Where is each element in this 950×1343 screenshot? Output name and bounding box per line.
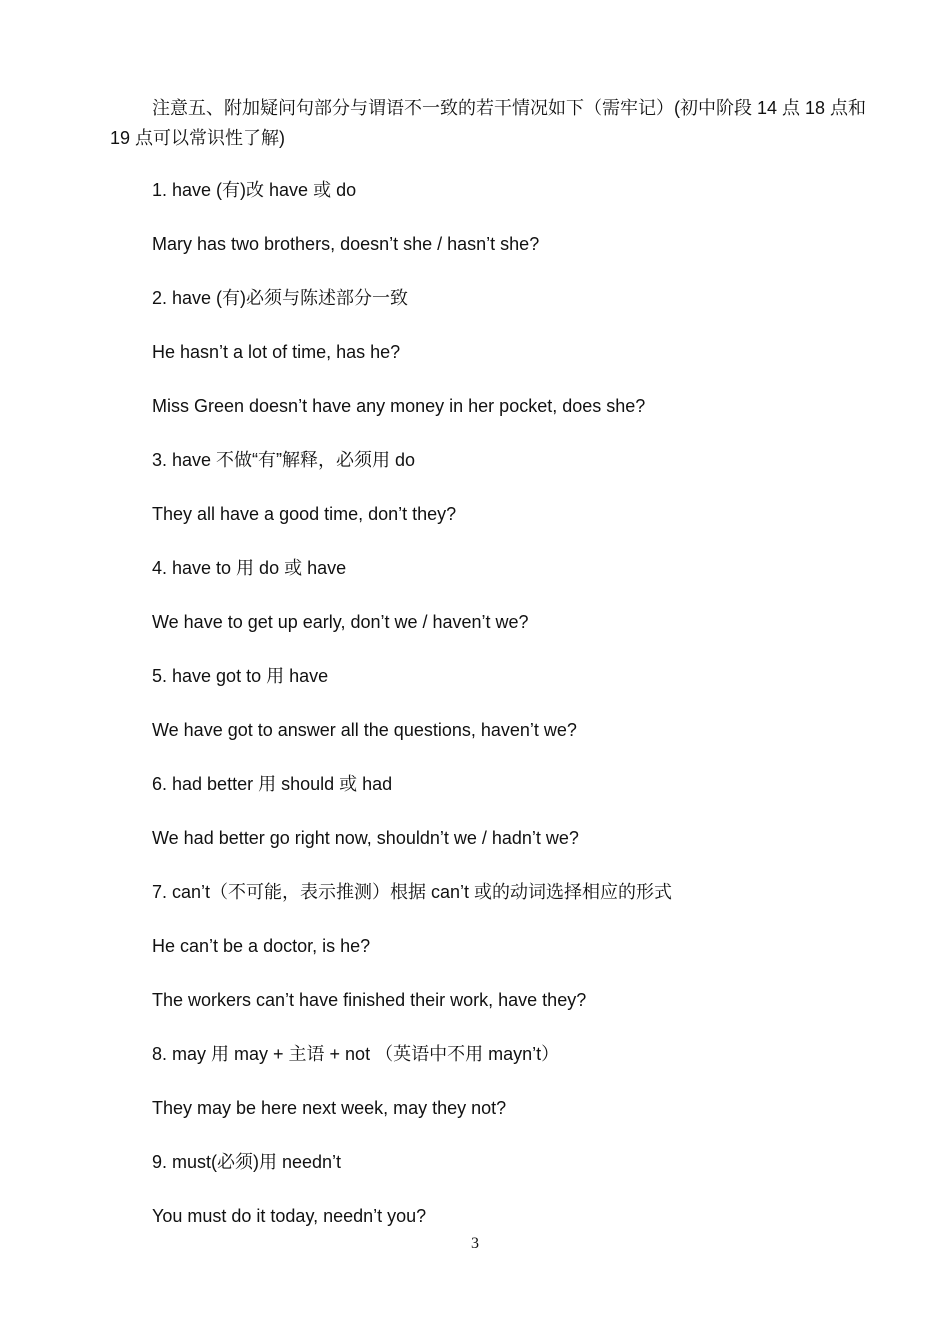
example-sentence: We have got to answer all the questions, haven’t we?	[152, 720, 577, 740]
example-sentence: The workers can’t have finished their work, have they?	[152, 990, 587, 1010]
example-sentence: Miss Green doesn’t have any money in her pocket, does she?	[152, 396, 646, 416]
rule-heading-9: 9. must(必须)用 needn’t	[152, 1152, 342, 1172]
example-sentence: They all have a good time, don’t they?	[152, 504, 457, 524]
rule-heading-8: 8. may 用 may + 主语 + not （英语中不用 mayn’t）	[152, 1044, 560, 1064]
rule-heading-4: 4. have to 用 do 或 have	[152, 558, 347, 578]
rule-heading-6: 6. had better 用 should 或 had	[152, 774, 393, 794]
example-sentence: Mary has two brothers, doesn’t she / hasn’t she?	[152, 234, 540, 254]
example-sentence: He can’t be a doctor, is he?	[152, 936, 371, 956]
rule-heading-2: 2. have (有)必须与陈述部分一致	[152, 288, 409, 308]
example-sentence: They may be here next week, may they not?	[152, 1098, 507, 1118]
page-number: 3	[471, 1235, 479, 1252]
example-sentence: He hasn’t a lot of time, has he?	[152, 342, 401, 362]
rule-heading-3: 3. have 不做“有”解释，必须用 do	[152, 450, 416, 470]
example-sentence: We have to get up early, don’t we / haven’t we?	[152, 612, 529, 632]
rule-heading-5: 5. have got to 用 have	[152, 666, 329, 686]
example-sentence: We had better go right now, shouldn’t we / hadn’t we?	[152, 828, 579, 848]
example-sentence: You must do it today, needn’t you?	[152, 1206, 427, 1226]
rule-heading-1: 1. have (有)改 have 或 do	[152, 180, 357, 200]
rule-heading-7: 7. can’t（不可能，表示推测）根据 can’t 或的动词选择相应的形式	[152, 882, 673, 902]
intro-paragraph: 注意五、附加疑问句部分与谓语不一致的若干情况如下（需牢记）(初中阶段 14 点 18 点和 19 点可以常识性了解)	[110, 98, 867, 148]
